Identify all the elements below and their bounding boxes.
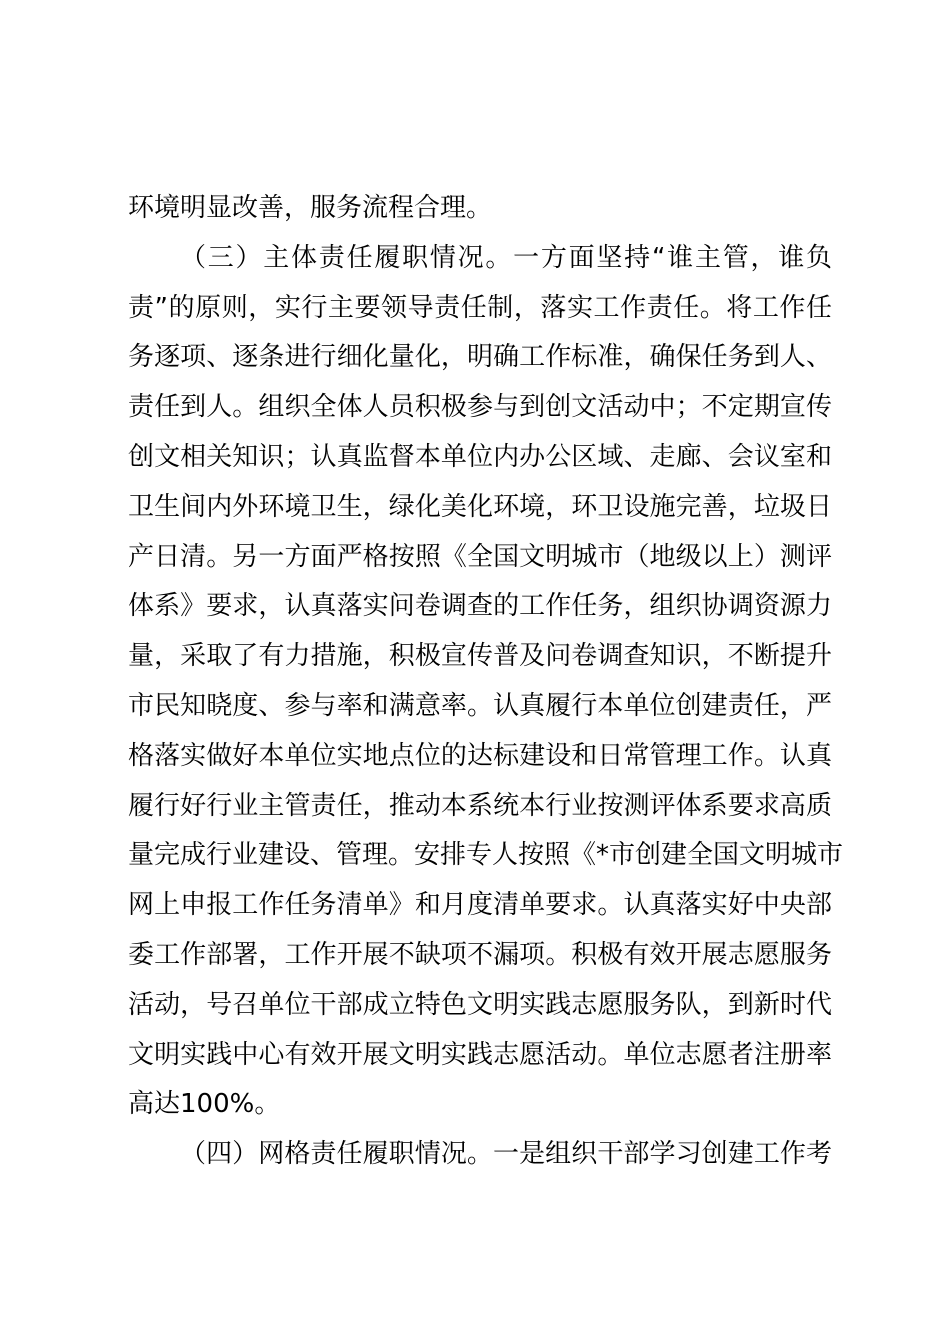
text-line: 委工作部署，工作开展不缺项不漏项。积极有效开展志愿服务: [128, 939, 832, 970]
text-line: 卫生间内外环境卫生，绿化美化环境，环卫设施完善，垃圾日: [128, 491, 832, 522]
text-line: 产日清。另一方面严格按照《全国文明城市（地级以上）测评: [128, 541, 832, 572]
section-heading-line: （三）主体责任履职情况。一方面坚持“谁主管，谁负: [180, 242, 832, 273]
text-line: 环境明显改善，服务流程合理。: [128, 193, 493, 223]
text-line: 责”的原则，实行主要领导责任制，落实工作责任。将工作任: [128, 292, 832, 323]
text-line: 务逐项、逐条进行细化量化，明确工作标准，确保任务到人、: [128, 342, 832, 373]
text-line: 量，采取了有力措施，积极宣传普及问卷调查知识，不断提升: [128, 641, 832, 672]
text-line: 量完成行业建设、管理。安排专人按照《*市创建全国文明城市: [128, 840, 844, 871]
text-line: 高达100%。: [128, 1089, 281, 1120]
text-line: 市民知晓度、参与率和满意率。认真履行本单位创建责任，严: [128, 690, 832, 721]
section-heading-line: （四）网格责任履职情况。一是组织干部学习创建工作考: [180, 1139, 832, 1170]
text-line: 责任到人。组织全体人员积极参与到创文活动中；不定期宣传: [128, 392, 832, 423]
text-line: 创文相关知识；认真监督本单位内办公区域、走廊、会议室和: [128, 441, 832, 472]
text-line: 格落实做好本单位实地点位的达标建设和日常管理工作。认真: [128, 740, 832, 771]
text-line: 活动，号召单位干部成立特色文明实践志愿服务队，到新时代: [128, 989, 832, 1020]
text-line: 网上申报工作任务清单》和月度清单要求。认真落实好中央部: [128, 890, 832, 921]
document-body: [128, 184, 844, 1180]
text-line: 文明实践中心有效开展文明实践志愿活动。单位志愿者注册率: [128, 1039, 832, 1070]
text-line: 履行好行业主管责任，推动本系统本行业按测评体系要求高质: [128, 790, 832, 821]
text-line: 体系》要求，认真落实问卷调查的工作任务，组织协调资源力: [128, 591, 832, 622]
